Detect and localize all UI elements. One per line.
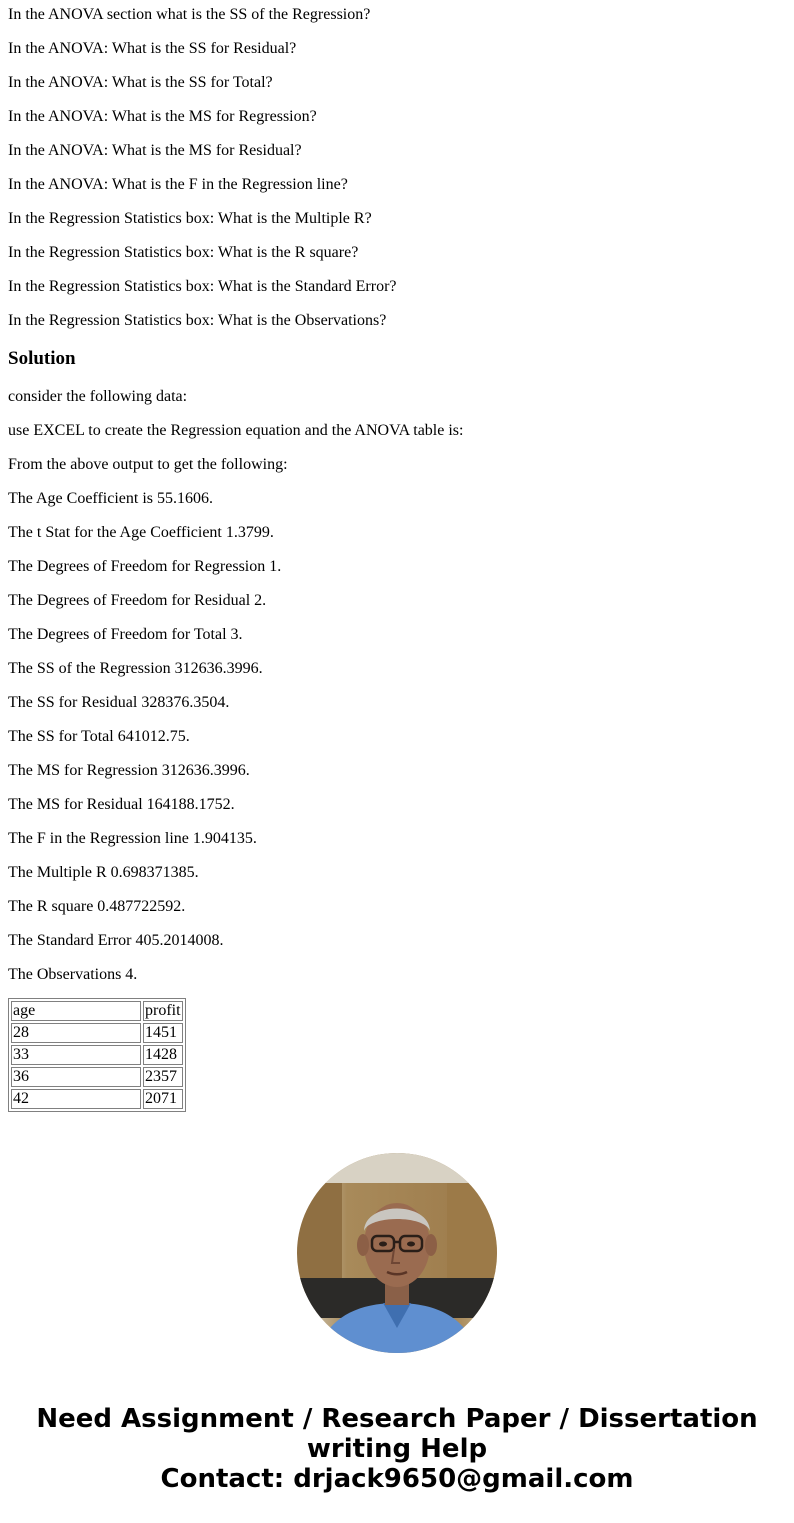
solution-line: The Observations 4. bbox=[8, 966, 138, 983]
question-item: In the ANOVA: What is the SS for Total? bbox=[8, 74, 273, 91]
question-item: In the Regression Statistics box: What is the Standard Error? bbox=[8, 278, 397, 295]
table-cell: 28 bbox=[11, 1023, 141, 1043]
solution-line: The Standard Error 405.2014008. bbox=[8, 932, 224, 949]
solution-line: The SS of the Regression 312636.3996. bbox=[8, 660, 263, 677]
promo-contact: Contact: drjack9650@gmail.com bbox=[160, 1464, 634, 1494]
questions-list bbox=[8, 0, 786, 340]
table-cell: 2071 bbox=[143, 1089, 183, 1109]
table-cell: 1451 bbox=[143, 1023, 183, 1043]
promo-banner bbox=[0, 1404, 794, 1494]
table-row bbox=[11, 1067, 183, 1087]
table-cell: 33 bbox=[11, 1045, 141, 1065]
solution-line: The Degrees of Freedom for Total 3. bbox=[8, 626, 243, 643]
table-row bbox=[11, 1023, 183, 1043]
table-row bbox=[11, 1089, 183, 1109]
solution-line: The F in the Regression line 1.904135. bbox=[8, 830, 257, 847]
solution-line: consider the following data: bbox=[8, 388, 188, 405]
table-header-cell: profit bbox=[145, 1002, 181, 1019]
solution-line: From the above output to get the following: bbox=[8, 456, 288, 473]
age-profit-table bbox=[8, 998, 186, 1112]
question-item: In the ANOVA section what is the SS of the Regression? bbox=[8, 6, 371, 23]
solution-lines bbox=[8, 382, 786, 994]
promo-line: writing Help bbox=[306, 1434, 488, 1464]
solution-line: The SS for Residual 328376.3504. bbox=[8, 694, 230, 711]
table-row bbox=[11, 1045, 183, 1065]
question-item: In the Regression Statistics box: What is the R square? bbox=[8, 244, 359, 261]
solution-line: The MS for Regression 312636.3996. bbox=[8, 762, 250, 779]
solution-heading: Solution bbox=[8, 348, 76, 369]
question-item: In the ANOVA: What is the MS for Regression? bbox=[8, 108, 317, 125]
solution-line: The SS for Total 641012.75. bbox=[8, 728, 190, 745]
solution-line: use EXCEL to create the Regression equation and the ANOVA table is: bbox=[8, 422, 464, 439]
table-header-row bbox=[11, 1001, 183, 1021]
solution-line: The Degrees of Freedom for Residual 2. bbox=[8, 592, 267, 609]
question-item: In the Regression Statistics box: What is the Observations? bbox=[8, 312, 387, 329]
solution-line: The MS for Residual 164188.1752. bbox=[8, 796, 235, 813]
table-cell: 2357 bbox=[143, 1067, 183, 1087]
solution-line: The Multiple R 0.698371385. bbox=[8, 864, 199, 881]
solution-line: The t Stat for the Age Coefficient 1.3799. bbox=[8, 524, 274, 541]
question-item: In the ANOVA: What is the F in the Regression line? bbox=[8, 176, 348, 193]
question-item: In the Regression Statistics box: What is the Multiple R? bbox=[8, 210, 372, 227]
table-header-cell: age bbox=[11, 1001, 141, 1021]
question-item: In the ANOVA: What is the MS for Residual? bbox=[8, 142, 302, 159]
promo-line: Need Assignment / Research Paper / Dissertation bbox=[36, 1404, 758, 1434]
table-cell: 36 bbox=[11, 1067, 141, 1087]
solution-line: The Degrees of Freedom for Regression 1. bbox=[8, 558, 282, 575]
solution-line: The R square 0.487722592. bbox=[8, 898, 186, 915]
question-item: In the ANOVA: What is the SS for Residual? bbox=[8, 40, 297, 57]
solution-line: The Age Coefficient is 55.1606. bbox=[8, 490, 213, 507]
table-cell: 42 bbox=[11, 1089, 141, 1109]
person-photo-icon bbox=[297, 1153, 497, 1353]
document-body bbox=[8, 0, 786, 1112]
table-cell: 1428 bbox=[143, 1045, 183, 1065]
